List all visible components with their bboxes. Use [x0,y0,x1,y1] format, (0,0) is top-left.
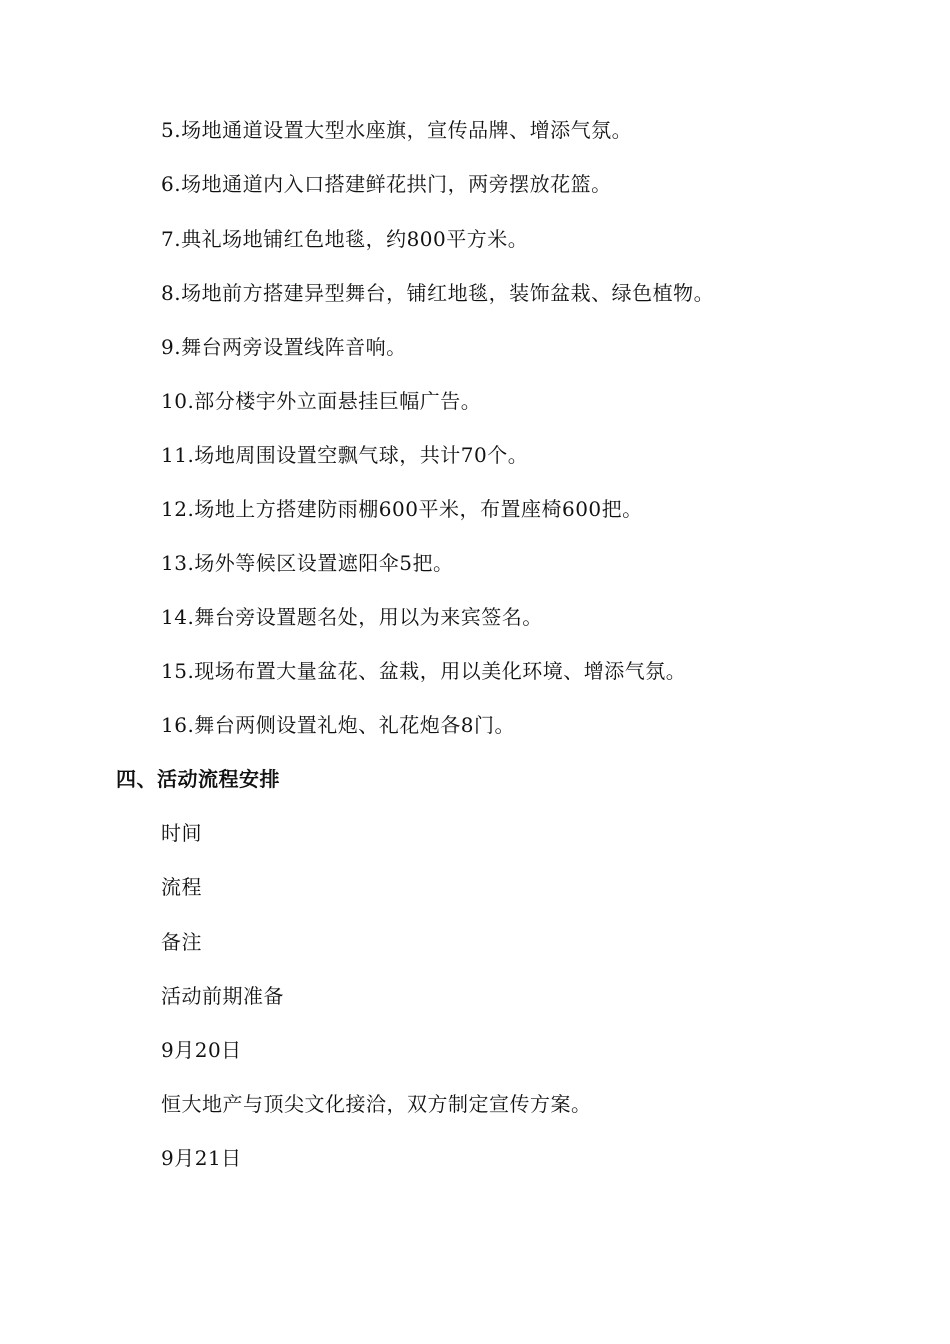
list-item: 15.现场布置大量盆花、盆栽，用以美化环境、增添气氛。 [161,659,687,683]
list-item: 7.典礼场地铺红色地毯，约800平方米。 [161,227,529,251]
list-item: 12.场地上方搭建防雨棚600平米，布置座椅600把。 [161,497,643,521]
list-item: 8.场地前方搭建异型舞台，铺红地毯，装饰盆栽、绿色植物。 [161,281,715,305]
list-item: 10.部分楼宇外立面悬挂巨幅广告。 [161,389,482,413]
list-item: 13.场外等候区设置遮阳伞5把。 [161,551,454,575]
list-item: 16.舞台两侧设置礼炮、礼花炮各8门。 [161,713,516,737]
section-heading: 四、活动流程安排 [116,767,280,791]
list-item: 5.场地通道设置大型水座旗，宣传品牌、增添气氛。 [161,118,633,142]
list-item: 14.舞台旁设置题名处，用以为来宾签名。 [161,605,543,629]
list-item: 9.舞台两旁设置线阵音响。 [161,335,407,359]
schedule-line: 流程 [161,875,202,899]
schedule-line: 9月20日 [161,1038,242,1062]
schedule-line: 时间 [161,821,202,845]
schedule-line: 恒大地产与顶尖文化接洽，双方制定宣传方案。 [161,1092,592,1116]
list-item: 6.场地通道内入口搭建鲜花拱门，两旁摆放花篮。 [161,172,612,196]
schedule-line: 备注 [161,930,202,954]
list-item: 11.场地周围设置空飘气球，共计70个。 [161,443,529,467]
schedule-line: 活动前期准备 [161,984,284,1008]
schedule-line: 9月21日 [161,1146,242,1170]
